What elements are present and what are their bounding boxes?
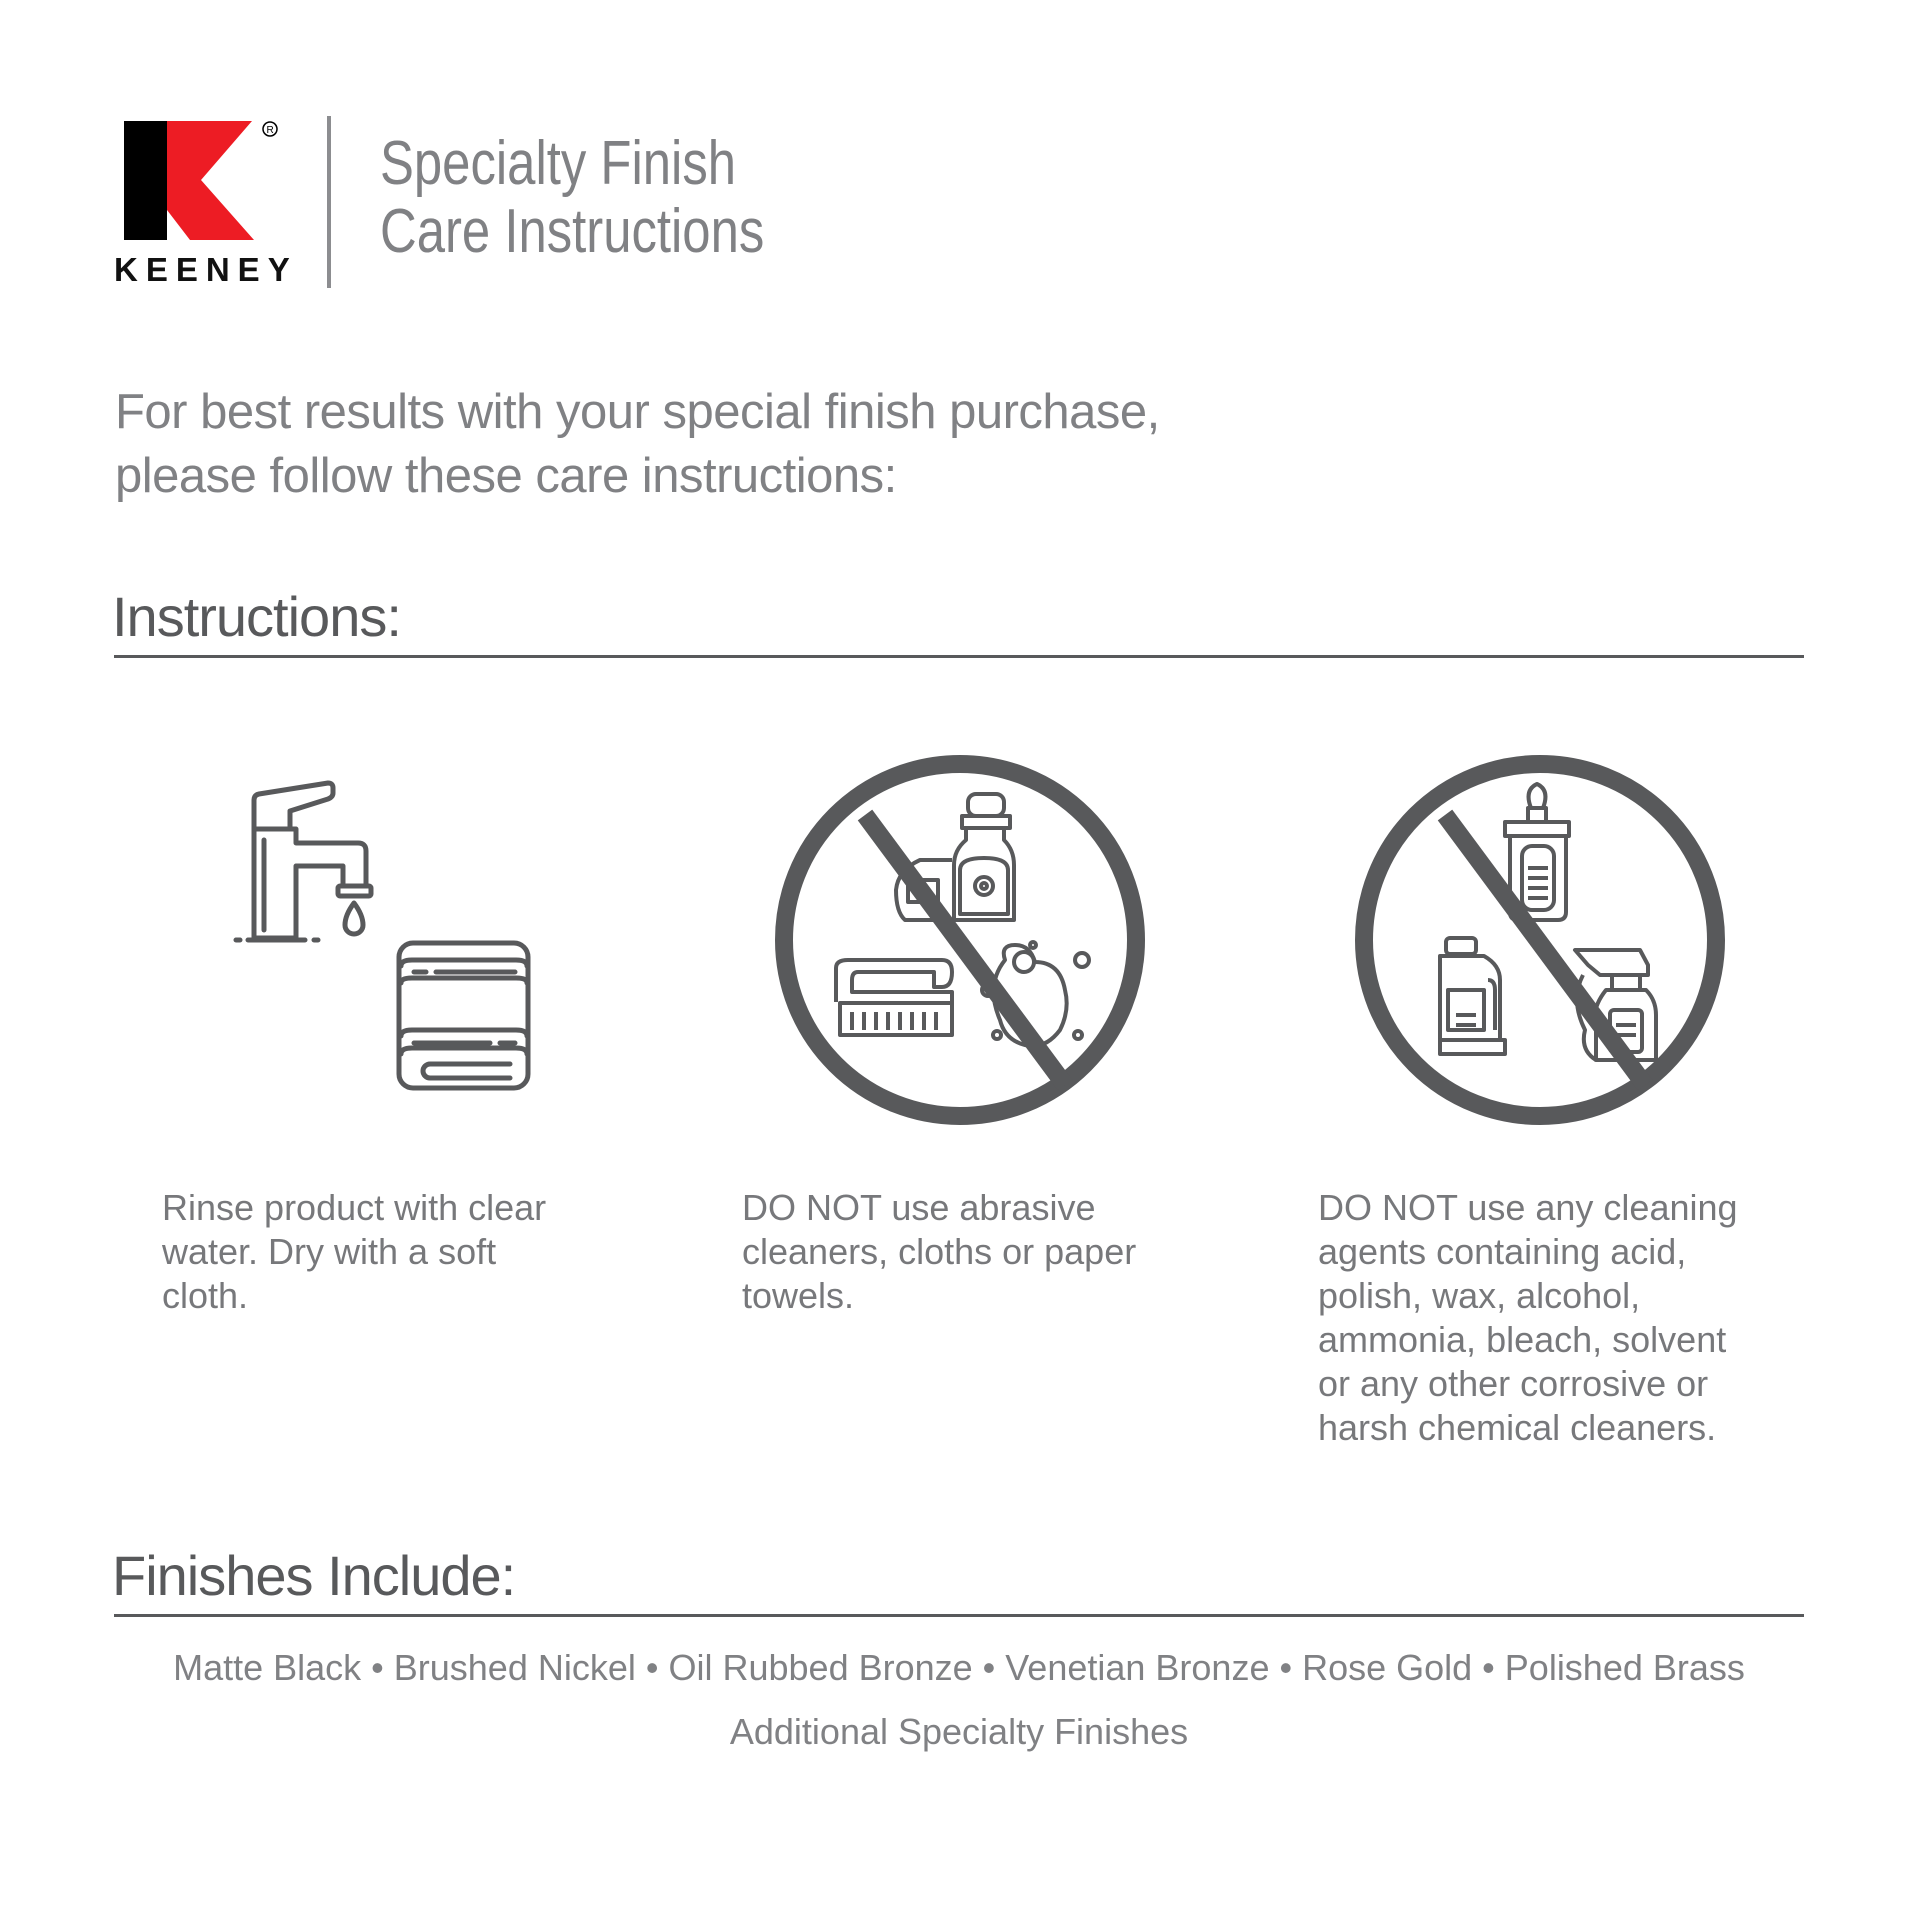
intro-line-1: For best results with your special finish purchase,	[115, 385, 1160, 439]
finishes-heading: Finishes Include:	[112, 1544, 516, 1607]
instruction-3-line: or any other corrosive or	[1318, 1363, 1709, 1404]
instruction-2-text	[742, 1186, 1202, 1318]
bullet-separator: •	[1482, 1647, 1495, 1688]
instruction-3-text	[1318, 1186, 1778, 1450]
k-logo-icon	[110, 110, 290, 250]
bullet-separator: •	[1279, 1647, 1293, 1688]
header-divider	[327, 116, 331, 288]
intro-line-2: please follow these care instructions:	[115, 449, 897, 503]
brand-wordmark: KEENEY	[114, 251, 298, 288]
finish-item: Matte Black	[173, 1647, 362, 1688]
intro-text	[115, 380, 1160, 508]
bullet-separator: •	[982, 1647, 996, 1688]
finish-item: Polished Brass	[1504, 1647, 1745, 1688]
page-title	[380, 130, 764, 266]
instruction-3-line: harsh chemical cleaners.	[1318, 1407, 1717, 1448]
title-line-2: Care Instructions	[380, 197, 765, 266]
instruction-1-line: water. Dry with a soft	[162, 1231, 497, 1272]
no-chemical-cleaners-icon	[1350, 750, 1730, 1130]
instruction-2-line: DO NOT use abrasive	[742, 1187, 1096, 1228]
instruction-2-line: cleaners, cloths or paper	[742, 1231, 1137, 1272]
instructions-heading: Instructions:	[112, 585, 401, 648]
title-line-1: Specialty Finish	[380, 129, 737, 198]
finishes-rule	[114, 1614, 1804, 1617]
finishes-list	[114, 1647, 1804, 1688]
instruction-1-line: Rinse product with clear	[162, 1187, 547, 1228]
finish-item: Brushed Nickel	[393, 1647, 636, 1688]
instruction-1-line: cloth.	[162, 1275, 249, 1316]
instruction-3-line: polish, wax, alcohol,	[1318, 1275, 1641, 1316]
instruction-3-line: DO NOT use any cleaning	[1318, 1187, 1738, 1228]
additional-finishes: Additional Specialty Finishes	[729, 1711, 1189, 1752]
finish-item: Venetian Bronze	[1005, 1647, 1270, 1688]
instruction-3-line: ammonia, bleach, solvent	[1318, 1319, 1727, 1360]
bullet-separator: •	[371, 1647, 384, 1688]
instruction-1-text	[162, 1186, 622, 1318]
finish-item: Rose Gold	[1302, 1647, 1473, 1688]
instruction-3-line: agents containing acid,	[1318, 1231, 1687, 1272]
faucet-and-towel-icon	[220, 770, 550, 1110]
no-abrasive-cleaners-icon	[770, 750, 1150, 1130]
instructions-rule	[114, 655, 1804, 658]
bullet-separator: •	[645, 1647, 659, 1688]
svg-text:R: R	[266, 125, 274, 136]
instruction-2-line: towels.	[742, 1275, 855, 1316]
finish-item: Oil Rubbed Bronze	[668, 1647, 973, 1688]
